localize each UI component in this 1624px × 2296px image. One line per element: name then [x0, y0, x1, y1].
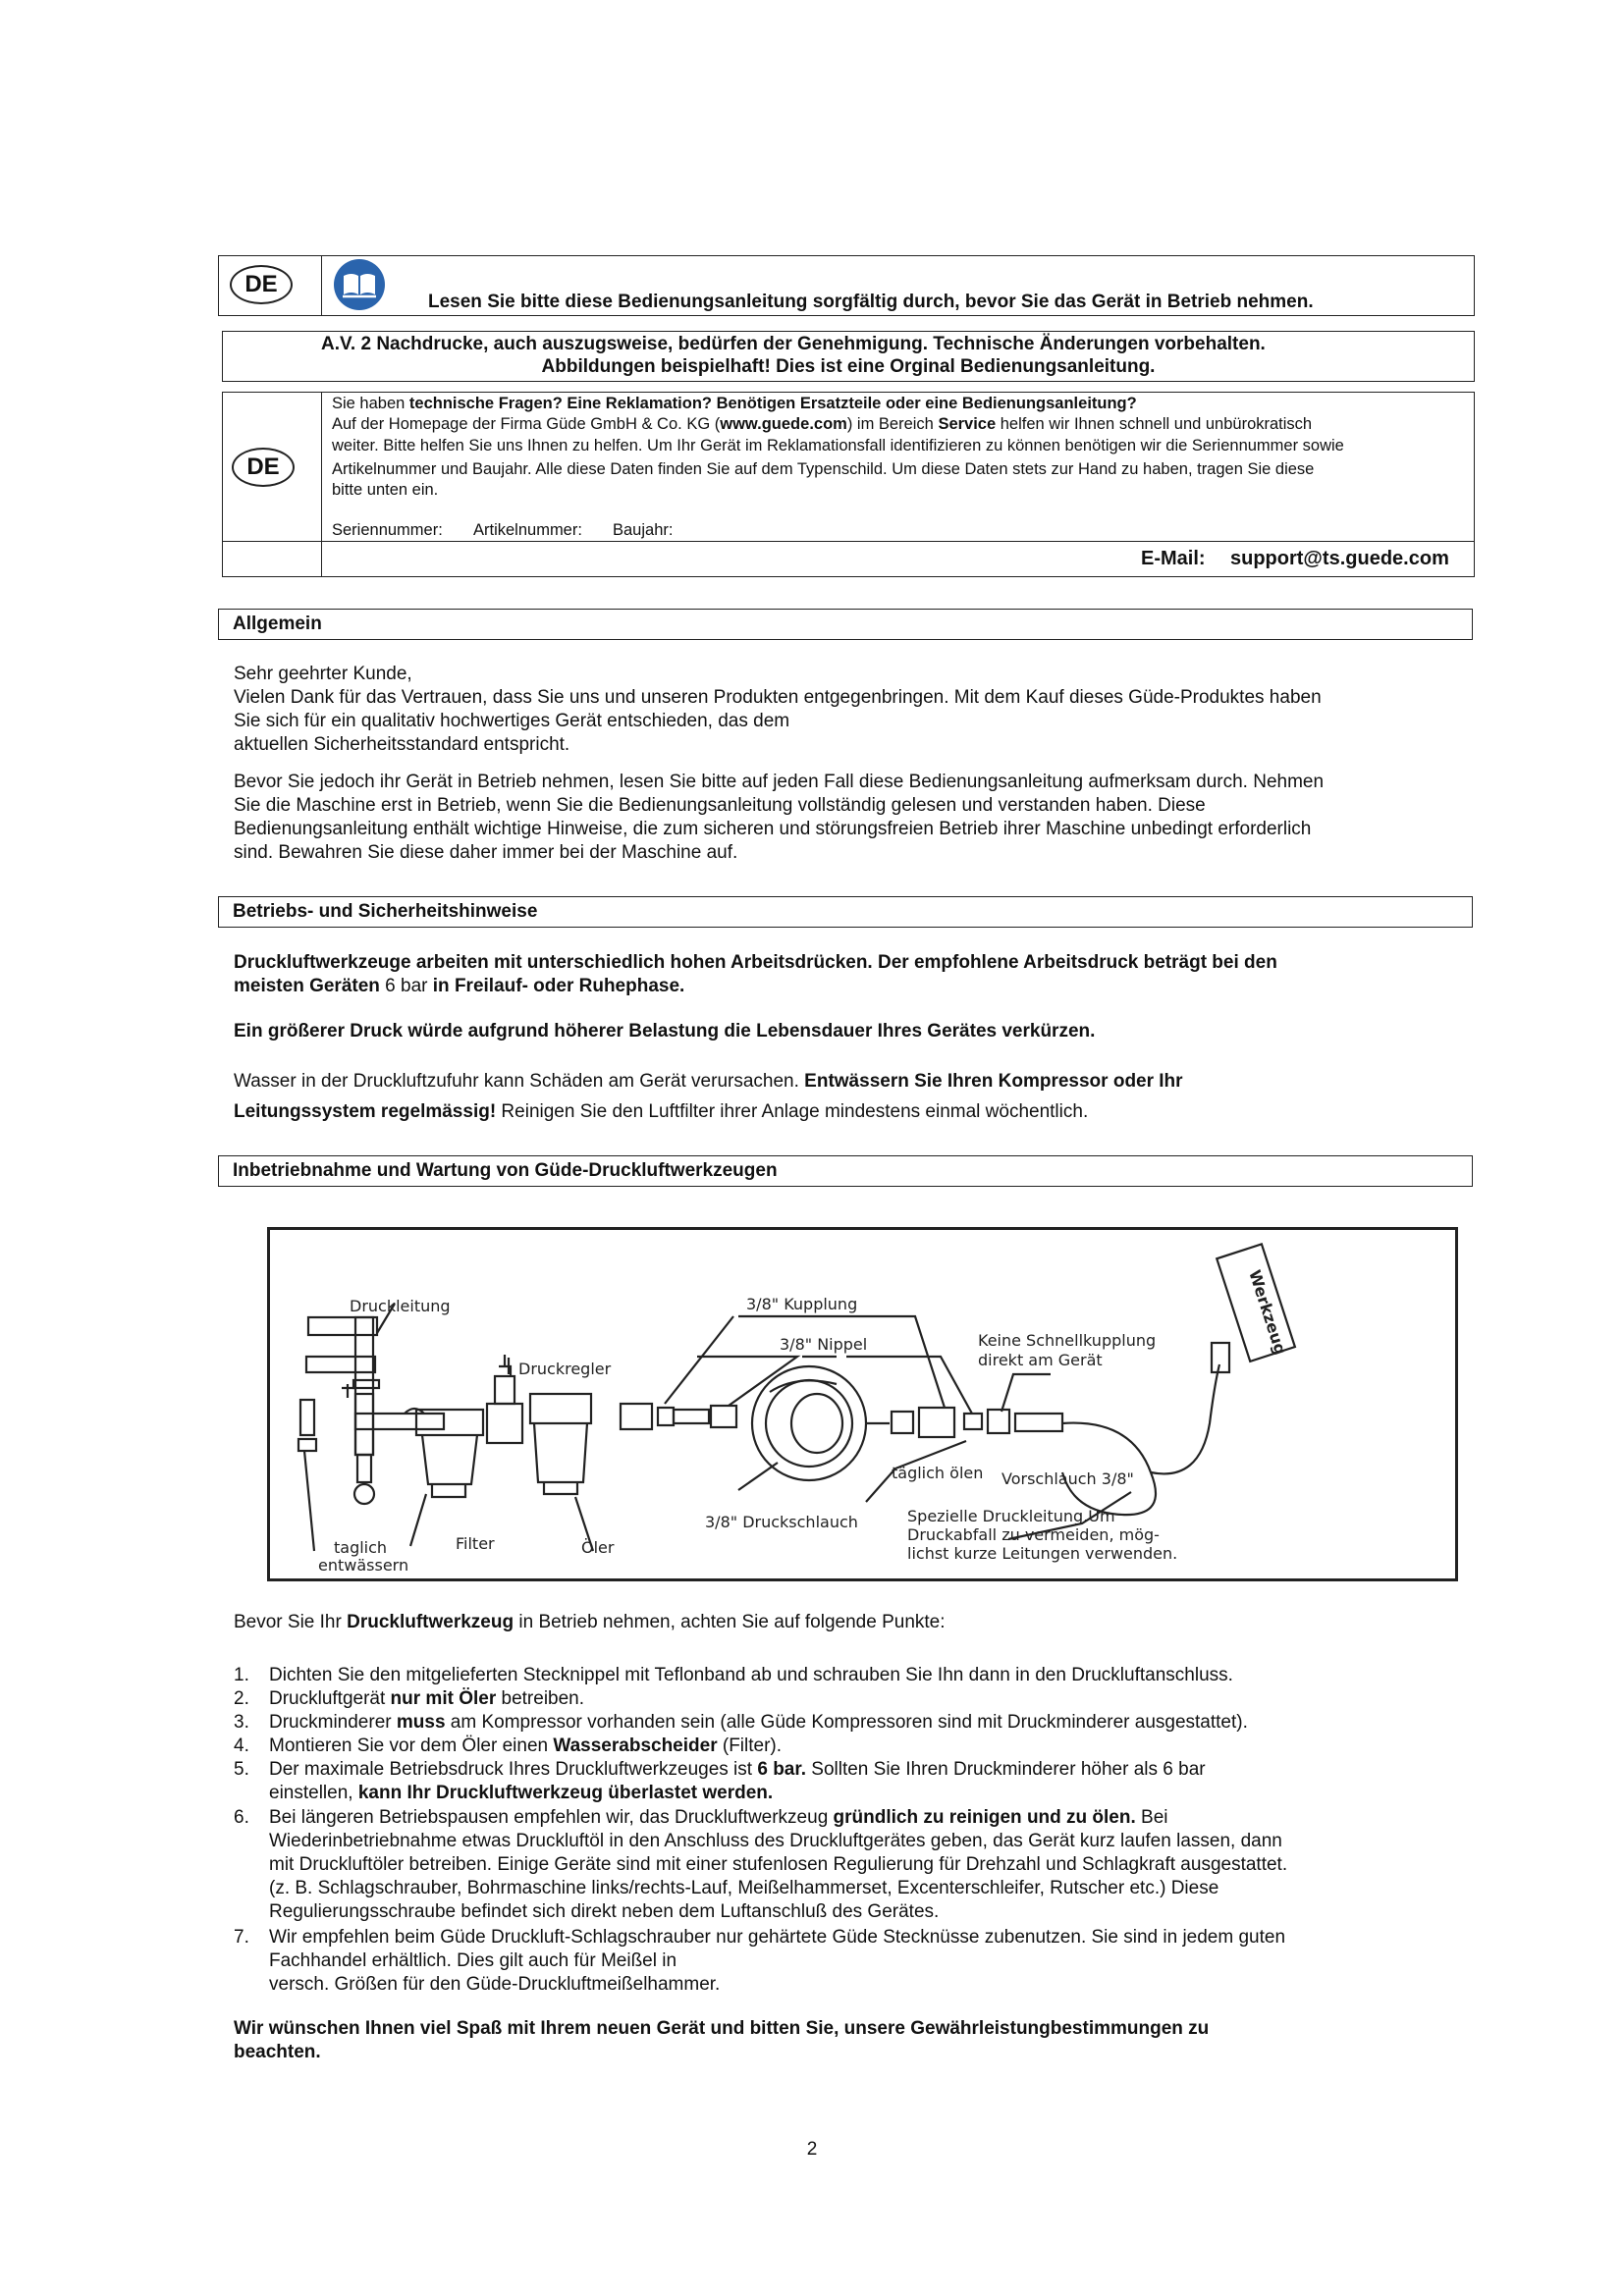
year-label: Baujahr:: [613, 521, 674, 539]
item6-line3: mit Druckluftöler betreiben. Einige Geräte sind mit einer stufenlosen Regulierung für Drehzahl und Schlagkraft ausgestattet.: [269, 1854, 1288, 1875]
list-text: [269, 1806, 1398, 1924]
list-number: 1.: [234, 1665, 249, 1685]
item4-a: Montieren Sie vor dem Öler einen: [269, 1735, 554, 1756]
label-entwaessern: entwässern: [318, 1556, 409, 1575]
item7-line2: Fachhandel erhältlich. Dies gilt auch für Meißel in: [269, 1950, 677, 1971]
support-line3: weiter. Bitte helfen Sie uns Ihnen zu helfen. Um Ihr Gerät im Reklamationsfall identifizieren zu können benötigen wir die Seriennummer sowie: [332, 437, 1344, 454]
pressure-paragraph: [234, 951, 1412, 998]
item5-a: Der maximale Betriebsdruck Ihres Druckluftwerkzeuges ist: [269, 1759, 758, 1780]
item3-c: am Kompressor vorhanden sein (alle Güde Kompressoren sind mit Druckminderer ausgestattet).: [445, 1712, 1248, 1733]
item6-line2: Wiederinbetriebnahme etwas Druckluftöl in den Anschluss des Druckluftgerätes geben, das Gerät kurz laufen lassen, dann: [269, 1831, 1282, 1851]
label-spezielle-1: Spezielle Druckleitung.Um: [907, 1507, 1115, 1525]
preparation-intro: [234, 1611, 1412, 1634]
item3-a: Druckminderer: [269, 1712, 397, 1733]
item6-line1: [269, 1806, 1398, 1830]
list-number: 4.: [234, 1735, 249, 1756]
list-text: [269, 1926, 1398, 1997]
compressed-air-setup-diagram: [267, 1227, 1459, 1582]
before-use-paragraph: [234, 771, 1412, 865]
water-line2: [234, 1096, 1412, 1127]
section-heading-wartung: Inbetriebnahme und Wartung von Güde-Druckluftwerkzeugen: [218, 1155, 1473, 1187]
list-number: 6.: [234, 1807, 249, 1828]
item3-b: muss: [396, 1712, 446, 1733]
water-line1: [234, 1066, 1412, 1096]
pressure-value: 6 bar: [379, 976, 433, 996]
label-taeglich-oelen: täglich ölen: [892, 1464, 984, 1482]
overpressure-warning: Ein größerer Druck würde aufgrund höherer Belastung die Lebensdauer Ihres Gerätes verkürzen.: [234, 1021, 1096, 1041]
support-line2-e: helfen wir Ihnen schnell und unbürokratisch: [996, 415, 1313, 433]
item2-a: Druckluftgerät: [269, 1688, 391, 1709]
item5-e: kann Ihr Druckluftwerkzeug überlastet werden.: [357, 1783, 774, 1803]
item4-c: (Filter).: [717, 1735, 783, 1756]
label-oeler: Öler: [581, 1538, 615, 1557]
label-druckregler: Druckregler: [518, 1360, 612, 1378]
label-spezielle-2: Druckabfall zu vermeiden, mög-: [907, 1525, 1160, 1544]
support-line1-lead: Sie haben: [332, 395, 409, 412]
item6-b: gründlich zu reinigen und zu ölen.: [833, 1807, 1136, 1828]
label-werkzeug: Werkzeug: [1245, 1267, 1290, 1358]
homepage-link[interactable]: www.guede.com: [720, 415, 847, 433]
support-line1: [332, 393, 1471, 415]
list-number: 3.: [234, 1712, 249, 1733]
pressure-line2-a: meisten Geräten: [234, 976, 380, 996]
header-divider: [321, 255, 322, 316]
label-taeglich: taglich: [334, 1538, 388, 1557]
article-number-label: Artikelnummer:: [473, 521, 582, 539]
greeting-line1: Sehr geehrter Kunde,: [234, 664, 412, 684]
list-text: [269, 1758, 1398, 1805]
label-vorschlauch: Vorschlauch 3/8": [1001, 1469, 1134, 1488]
list-text: [269, 1735, 1398, 1758]
before-use-line4: sind. Bewahren Sie diese daher immer bei der Maschine auf.: [234, 842, 738, 863]
serial-number-label: Seriennummer:: [332, 521, 443, 539]
language-badge: DE: [230, 265, 293, 304]
greeting-line2: Vielen Dank für das Vertrauen, dass Sie uns und unseren Produkten entgegenbringen. Mit dem Kauf dieses Güde-Produktes haben: [234, 687, 1322, 708]
page-number: 2: [806, 2139, 818, 2160]
list-number: 2.: [234, 1688, 249, 1709]
greeting-paragraph: [234, 663, 1412, 757]
support-line2: [332, 413, 1471, 436]
reprint-notice-line2: Abbildungen beispielhaft! Dies ist eine Orginal Bedienungsanleitung.: [541, 356, 1156, 377]
before-use-line1: Bevor Sie jedoch ihr Gerät in Betrieb nehmen, lesen Sie bitte auf jeden Fall diese Bedienungsanleitung aufmerksam durch. Nehmen: [234, 772, 1325, 792]
item6-a: Bei längeren Betriebspausen empfehlen wir, das Druckluftwerkzeug: [269, 1807, 834, 1828]
pressure-line1: Druckluftwerkzeuge arbeiten mit unterschiedlich hohen Arbeitsdrücken. Der empfohlene Arbeitsdruck beträgt bei den: [234, 952, 1277, 973]
list-number: 5.: [234, 1759, 249, 1780]
greeting-line4: aktuellen Sicherheitsstandard entspricht.: [234, 734, 570, 755]
item5-c: Sollten Sie Ihren Druckminderer höher als 6 bar: [806, 1759, 1206, 1780]
item5-d: einstellen,: [269, 1783, 358, 1803]
email-label: E-Mail:: [1141, 548, 1206, 569]
item2-b: nur mit Öler: [390, 1688, 497, 1709]
support-questions: technische Fragen? Eine Reklamation? Benötigen Ersatzteile oder eine Bedienungsanleitung?: [408, 395, 1137, 412]
closing-paragraph: [234, 2017, 1412, 2064]
read-manual-notice: Lesen Sie bitte diese Bedienungsanleitung sorgfältig durch, bevor Sie das Gerät in Betrieb nehmen.: [428, 292, 1314, 312]
item7-line1: Wir empfehlen beim Güde Druckluft-Schlagschrauber nur gehärtete Güde Stecknüsse zubenutzen. Sie sind in jedem guten: [269, 1927, 1286, 1948]
water-line1-b: Entwässern Sie Ihren Kompressor oder Ihr: [804, 1071, 1183, 1092]
closing-line1: Wir wünschen Ihnen viel Spaß mit Ihrem neuen Gerät und bitten Sie, unsere Gewährleistungbestimmungen zu: [234, 2018, 1210, 2039]
closing-line2: beachten.: [234, 2042, 321, 2062]
label-druckleitung: Druckleitung: [350, 1297, 451, 1315]
label-nippel: 3/8" Nippel: [780, 1335, 868, 1354]
item5-line2: [269, 1782, 1398, 1805]
list-number: 7.: [234, 1927, 249, 1948]
support-line5: bitte unten ein.: [332, 481, 439, 499]
label-keine-schnellkupplung: Keine Schnellkupplung: [978, 1331, 1157, 1350]
label-spezielle-3: lichst kurze Leitungen verwenden.: [907, 1544, 1178, 1563]
item5-line1: [269, 1758, 1398, 1782]
item6-line4: (z. B. Schlagschrauber, Bohrmaschine links/rechts-Lauf, Meißelhammerset, Excenterschleifer, Rutscher etc.) Diese: [269, 1878, 1219, 1898]
pressure-line2-c: in Freilauf- oder Ruhephase.: [432, 976, 685, 996]
label-direkt-am-geraet: direkt am Gerät: [978, 1351, 1103, 1369]
list-text: Dichten Sie den mitgelieferten Stecknippel mit Teflonband ab und schrauben Sie Ihn dann in den Druckluftanschluss.: [269, 1665, 1233, 1685]
label-kupplung: 3/8" Kupplung: [746, 1295, 858, 1313]
list-text: [269, 1711, 1398, 1735]
support-line2-c: ) im Bereich: [846, 415, 939, 433]
item6-line5: Regulierungsschraube befindet sich direkt neben dem Luftanschluß des Gerätes.: [269, 1901, 940, 1922]
item2-c: betreiben.: [496, 1688, 585, 1709]
intro-a: Bevor Sie Ihr: [234, 1612, 348, 1632]
label-filter: Filter: [456, 1534, 495, 1553]
before-use-line2: Sie die Maschine erst in Betrieb, wenn Sie die Bedienungsanleitung vollständig gelesen und verstanden haben. Diese: [234, 795, 1206, 816]
water-line1-a: Wasser in der Druckluftzufuhr kann Schäden am Gerät verursachen.: [234, 1071, 805, 1092]
item7-line3: versch. Größen für den Güde-Druckluftmeißelhammer.: [269, 1974, 721, 1995]
water-paragraph: [234, 1066, 1412, 1127]
section-heading-allgemein: Allgemein: [218, 609, 1473, 640]
support-line2-a: Auf der Homepage der Firma Güde GmbH & Co. KG (: [332, 415, 721, 433]
pressure-line2: [234, 975, 1412, 998]
water-line2-a: Leitungssystem regelmässig!: [234, 1101, 497, 1122]
item5-b: 6 bar.: [757, 1759, 806, 1780]
support-email[interactable]: support@ts.guede.com: [1230, 548, 1449, 569]
intro-c: in Betrieb nehmen, achten Sie auf folgende Punkte:: [514, 1612, 946, 1632]
reprint-notice-line1: A.V. 2 Nachdrucke, auch auszugsweise, bedürfen der Genehmigung. Technische Änderungen vorbehalten.: [321, 334, 1266, 354]
item6-c: Bei: [1135, 1807, 1168, 1828]
service-label: Service: [938, 415, 997, 433]
before-use-line3: Bedienungsanleitung enthält wichtige Hinweise, die zum sicheren und störungsfreien Betrieb ihrer Maschine unbedingt erforderlich: [234, 819, 1312, 839]
greeting-line3: Sie sich für ein qualitativ hochwertiges Gerät entschieden, das dem: [234, 711, 790, 731]
intro-b: Druckluftwerkzeug: [347, 1612, 514, 1632]
label-druckschlauch: 3/8" Druckschlauch: [705, 1513, 858, 1531]
support-line4: Artikelnummer und Baujahr. Alle diese Daten finden Sie auf dem Typenschild. Um diese Daten stets zur Hand zu haben, tragen Sie diese: [332, 460, 1315, 478]
book-icon: [332, 257, 387, 312]
language-badge: DE: [232, 448, 295, 487]
list-text: [269, 1687, 1398, 1711]
item4-b: Wasserabscheider: [553, 1735, 718, 1756]
water-line2-b: Reinigen Sie den Luftfilter ihrer Anlage mindestens einmal wöchentlich.: [496, 1101, 1089, 1122]
support-divider: [321, 392, 322, 577]
section-heading-sicherheit: Betriebs- und Sicherheitshinweise: [218, 896, 1473, 928]
